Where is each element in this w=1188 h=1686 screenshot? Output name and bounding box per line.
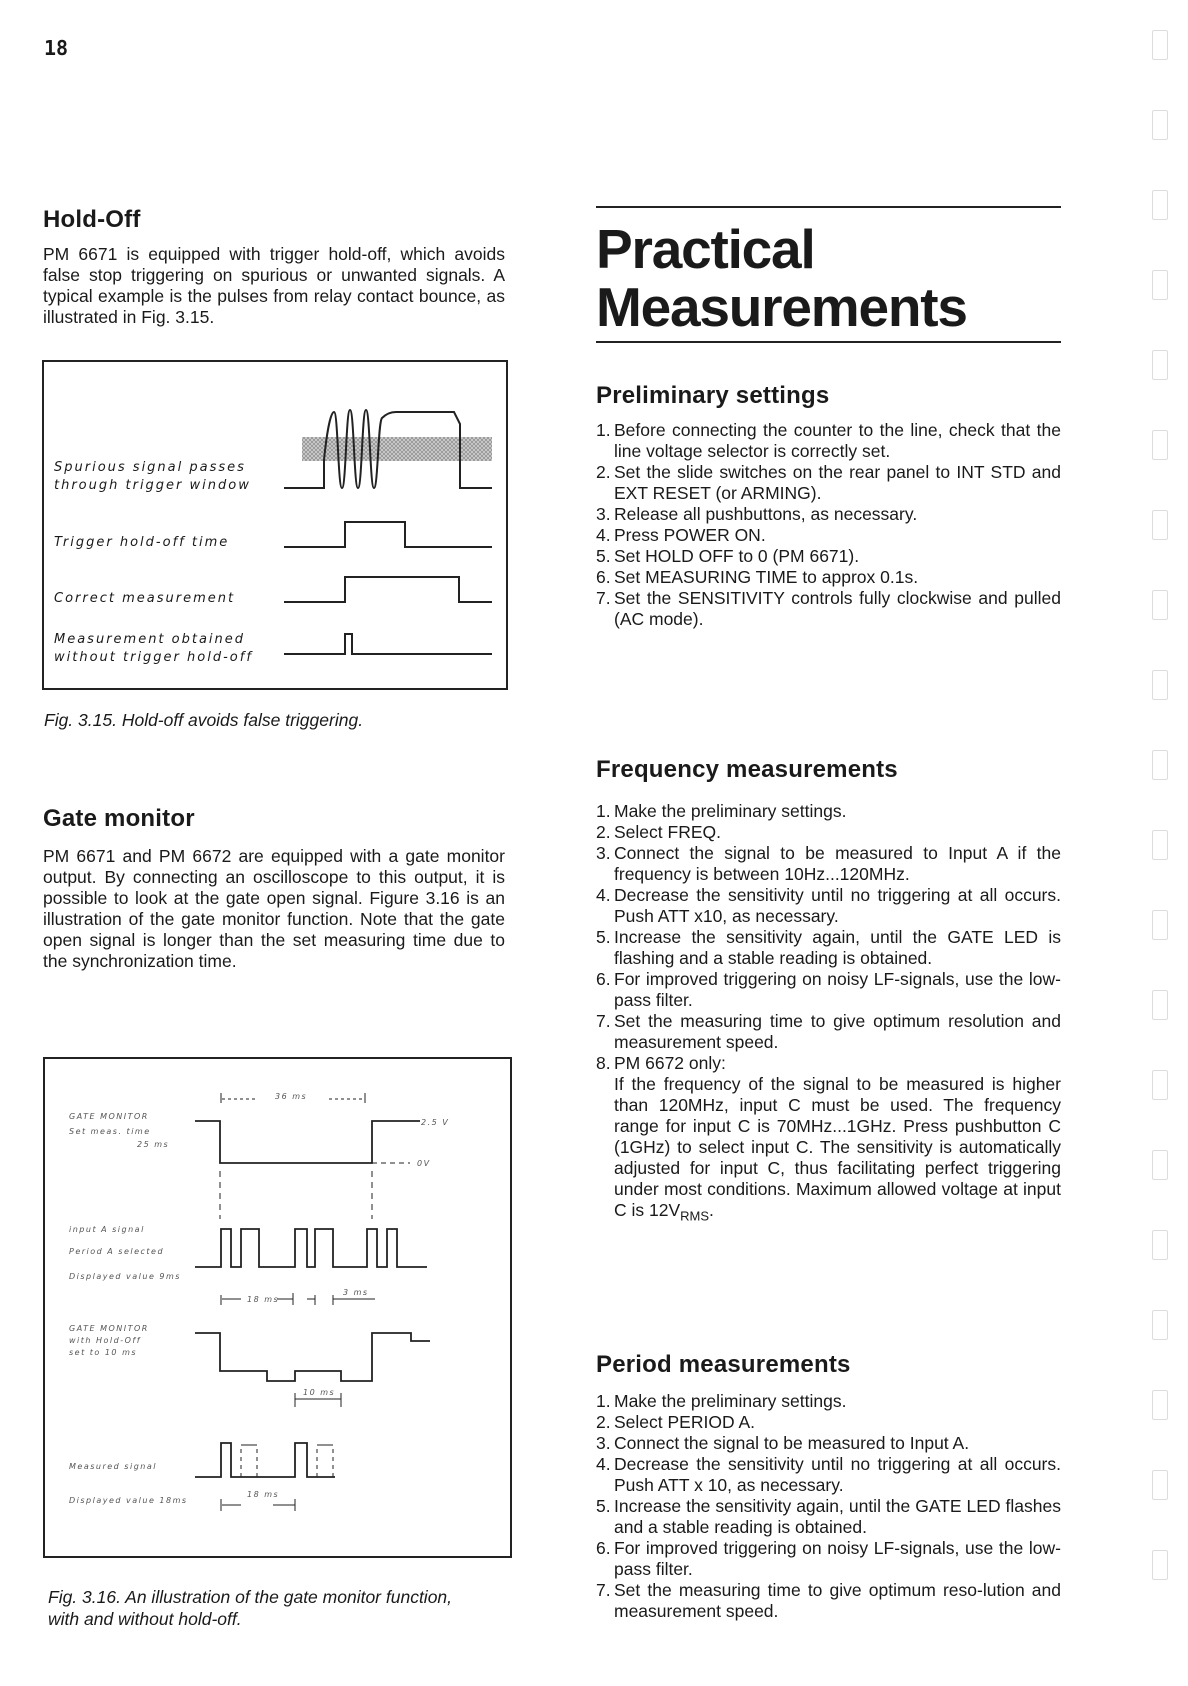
page-title bbox=[596, 220, 967, 336]
frequency-step: 3. Connect the signal to be measured to Input A if the frequency is between 10Hz...120MHz. bbox=[596, 843, 1061, 884]
period-step: 3. Connect the signal to be measured to Input A. bbox=[596, 1433, 970, 1453]
label-gm3: 25 ms bbox=[137, 1140, 170, 1149]
gate-monitor-labels bbox=[45, 1059, 510, 1556]
label-in3: Displayed value 9ms bbox=[69, 1272, 181, 1281]
preliminary-step: 5. Set HOLD OFF to 0 (PM 6671). bbox=[596, 546, 860, 566]
trigger-window-band bbox=[302, 437, 492, 461]
label-gh1: GATE MONITOR bbox=[69, 1324, 149, 1333]
frequency-step: 6. For improved triggering on noisy LF-signals, use the low-pass filter. bbox=[596, 969, 1061, 1010]
label-ms2: Displayed value 18ms bbox=[69, 1496, 188, 1505]
label-18ms-b: 18 ms bbox=[247, 1490, 280, 1499]
hold-off-heading: Hold-Off bbox=[43, 206, 141, 233]
period-heading: Period measurements bbox=[596, 1351, 851, 1378]
period-step: 5. Increase the sensitivity again, until the GATE LED flashes and a stable reading is obtained. bbox=[596, 1496, 1061, 1537]
preliminary-step: 2. Set the slide switches on the rear panel to INT STD and EXT RESET (or ARMING). bbox=[596, 462, 1061, 503]
frequency-step: 5. Increase the sensitivity again, until the GATE LED is flashing and a stable reading is obtained. bbox=[596, 927, 1061, 968]
label-36ms: 36 ms bbox=[275, 1092, 308, 1101]
preliminary-steps bbox=[596, 420, 1061, 630]
preliminary-step: 3. Release all pushbuttons, as necessary. bbox=[596, 504, 918, 524]
label-gm1: GATE MONITOR bbox=[69, 1112, 149, 1121]
frequency-step-8-detail: If the frequency of the signal to be measured is higher than 120MHz, input C must be used. The frequency range for input C is 70MHz...1GHz. Press pushbutton C (1GHz) to select input C. The sensitivity is automatically adjusted for input C, thus facilitating perfect triggering under most conditions. Maximum allowed voltage at input C is $12V_{RMS}$. bbox=[614, 1074, 1061, 1224]
period-step: 4. Decrease the sensitivity until no triggering at all occurs. Push ATT x 10, as necessary. bbox=[596, 1454, 1061, 1495]
page-title-line-1: Practical bbox=[596, 218, 815, 280]
hold-off-body: PM 6671 is equipped with trigger hold-off, which avoids false stop triggering on spurious or unwanted signals. A typical example is the pulses from relay contact bounce, as illustrated in Fig. 3.15. bbox=[43, 244, 505, 327]
label-18ms-a: 18 ms bbox=[247, 1295, 280, 1304]
label-in1: input A signal bbox=[69, 1225, 145, 1234]
frequency-step: 4. Decrease the sensitivity until no triggering at all occurs. Push ATT x10, as necessary. bbox=[596, 885, 1061, 926]
period-steps bbox=[596, 1391, 1061, 1622]
preliminary-step: 6. Set MEASURING TIME to approx 0.1s. bbox=[596, 567, 919, 587]
title-rule-bottom bbox=[596, 341, 1061, 343]
label-ms1: Measured signal bbox=[69, 1462, 157, 1471]
label-3ms: 3 ms bbox=[343, 1288, 369, 1297]
preliminary-step: 4. Press POWER ON. bbox=[596, 525, 766, 545]
preliminary-heading: Preliminary settings bbox=[596, 382, 830, 409]
page-title-line-2: Measurements bbox=[596, 276, 967, 338]
frequency-heading: Frequency measurements bbox=[596, 756, 898, 783]
label-25v: 2.5 V bbox=[421, 1118, 450, 1127]
page-number: 18 bbox=[44, 36, 69, 60]
label-spurious-2: through trigger window bbox=[54, 478, 251, 493]
frequency-steps bbox=[596, 801, 1061, 1227]
figure-3-15 bbox=[42, 360, 508, 690]
label-holdoff-time: Trigger hold-off time bbox=[54, 535, 230, 550]
label-10ms: 10 ms bbox=[303, 1388, 336, 1397]
label-correct: Correct measurement bbox=[54, 591, 236, 606]
figure-3-16-caption-2: with and without hold-off. bbox=[48, 1609, 242, 1629]
frequency-step: 2. Select FREQ. bbox=[596, 822, 721, 842]
figure-3-16 bbox=[43, 1057, 512, 1558]
title-rule-top bbox=[596, 206, 1061, 208]
frequency-step: 7. Set the measuring time to give optimum resolution and measurement speed. bbox=[596, 1011, 1061, 1052]
label-gm2: Set meas. time bbox=[69, 1127, 151, 1136]
label-0v: 0V bbox=[417, 1159, 431, 1168]
label-gh2: with Hold-Off bbox=[69, 1336, 142, 1345]
period-step: 6. For improved triggering on noisy LF-signals, use the low-pass filter. bbox=[596, 1538, 1061, 1579]
frequency-step: 1. Make the preliminary settings. bbox=[596, 801, 847, 821]
preliminary-step: 1. Before connecting the counter to the line, check that the line voltage selector is correctly set. bbox=[596, 420, 1061, 461]
frequency-step: 8. PM 6672 only: bbox=[596, 1053, 726, 1073]
period-step: 2. Select PERIOD A. bbox=[596, 1412, 756, 1432]
label-obtained-1: Measurement obtained bbox=[54, 632, 246, 647]
label-in2: Period A selected bbox=[69, 1247, 165, 1256]
gate-monitor-heading: Gate monitor bbox=[43, 805, 195, 832]
figure-3-16-caption-1: Fig. 3.16. An illustration of the gate monitor function, bbox=[48, 1587, 453, 1607]
hold-off-time-trace bbox=[284, 522, 492, 547]
preliminary-step: 7. Set the SENSITIVITY controls fully clockwise and pulled (AC mode). bbox=[596, 588, 1061, 629]
label-spurious-1: Spurious signal passes bbox=[54, 460, 246, 475]
label-obtained-2: without trigger hold-off bbox=[54, 650, 253, 665]
period-step: 7. Set the measuring time to give optimum reso-lution and measurement speed. bbox=[596, 1580, 1061, 1621]
period-step: 1. Make the preliminary settings. bbox=[596, 1391, 847, 1411]
label-gh3: set to 10 ms bbox=[69, 1348, 138, 1357]
no-hold-off-trace bbox=[284, 634, 492, 654]
correct-measurement-trace bbox=[284, 577, 492, 602]
gate-monitor-body: PM 6671 and PM 6672 are equipped with a gate monitor output. By connecting an oscilloscope to this output, it is possible to look at the gate open signal. Figure 3.16 is an illustration of the gate monitor function. Note that the gate open signal is longer than the set measuring time due to the synchronization time. bbox=[43, 846, 505, 971]
figure-3-15-caption: Fig. 3.15. Hold-off avoids false triggering. bbox=[44, 710, 364, 730]
